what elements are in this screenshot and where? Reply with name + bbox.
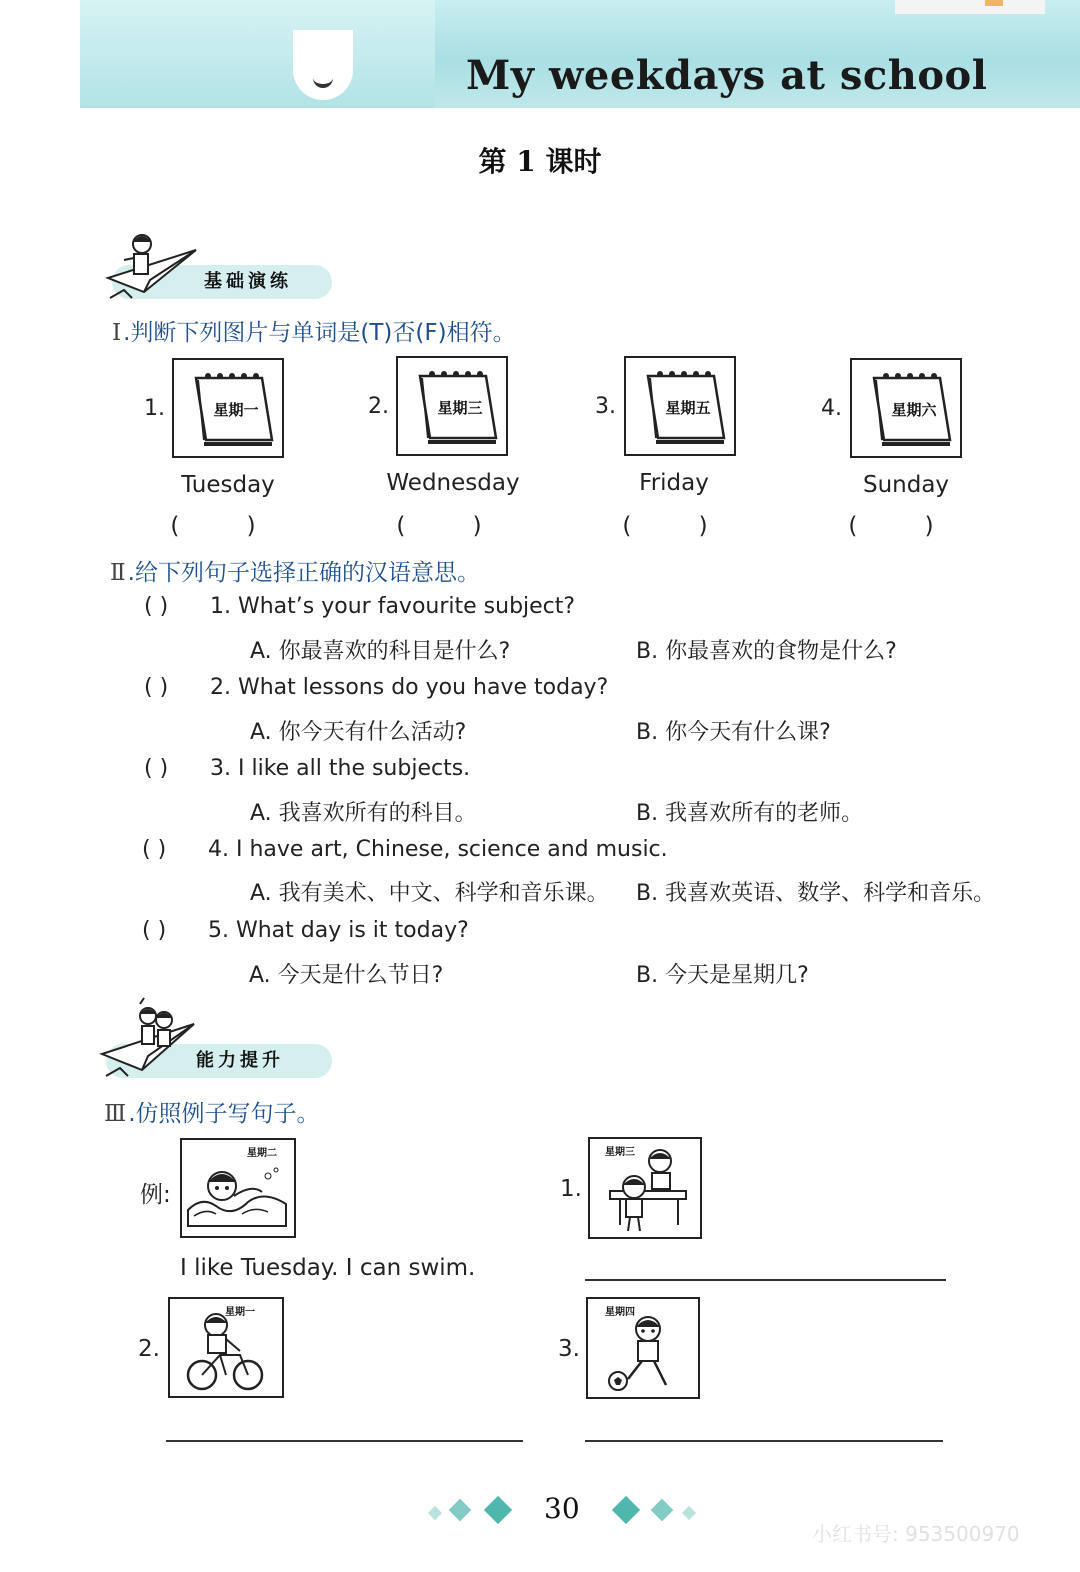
q3-number: Ⅲ xyxy=(104,1101,127,1127)
footer-diamond xyxy=(682,1506,696,1520)
footer-diamond xyxy=(449,1499,472,1522)
example-label: 例: xyxy=(140,1182,171,1208)
q2-sentence: 2. What lessons do you have today? xyxy=(210,675,609,700)
calendar-icon xyxy=(852,360,960,456)
answer-paren: ( ) xyxy=(144,594,169,619)
section-badge-label: 基础演练 xyxy=(204,271,292,292)
q3-heading xyxy=(104,1095,320,1128)
q1-picture-frame xyxy=(172,358,284,458)
footer-diamond xyxy=(612,1496,640,1524)
q1-item-number: 4. xyxy=(821,396,842,421)
answer-line[interactable] xyxy=(585,1279,946,1281)
q3-item-number: 1. xyxy=(560,1176,582,1202)
q2-option-b: B. 我喜欢所有的老师。 xyxy=(636,801,864,826)
calendar-day-label: 星期六 xyxy=(891,401,937,419)
q2-option-a: A. 我喜欢所有的科目。 xyxy=(250,801,477,826)
answer-paren: ( ) xyxy=(170,513,286,539)
q2-option-a: A. 你最喜欢的科目是什么? xyxy=(250,639,511,664)
answer-paren: ( ) xyxy=(396,513,512,539)
q1-picture-frame xyxy=(396,356,508,456)
calendar-icon xyxy=(398,358,506,454)
answer-paren: ( ) xyxy=(142,837,167,862)
q1-item-number: 3. xyxy=(595,394,616,419)
answer-line[interactable] xyxy=(585,1440,943,1442)
q1-instruction: .判断下列图片与单词是(T)否(F)相符。 xyxy=(123,320,516,346)
q3-picture xyxy=(168,1297,284,1398)
section-badge-label: 能力提升 xyxy=(196,1050,284,1071)
answer-line[interactable] xyxy=(166,1440,523,1442)
q2-heading xyxy=(110,554,480,587)
picture-day-label: 星期三 xyxy=(605,1147,635,1158)
paper-plane-kids-icon xyxy=(98,996,208,1086)
q2-option-b: B. 我喜欢英语、数学、科学和音乐。 xyxy=(636,881,996,906)
q2-option-a: A. 你今天有什么活动? xyxy=(250,720,467,745)
picture-day-label: 星期一 xyxy=(225,1307,255,1318)
q1-word: Sunday xyxy=(862,472,950,498)
header-band-left xyxy=(80,0,435,108)
calendar-day-label: 星期五 xyxy=(665,399,711,417)
q3-picture xyxy=(586,1297,700,1399)
footer-diamond xyxy=(651,1499,674,1522)
paper-plane-girl-icon xyxy=(104,228,214,318)
answer-paren: ( ) xyxy=(622,513,738,539)
calendar-day-label: 星期三 xyxy=(437,399,483,417)
football-icon xyxy=(588,1299,698,1397)
answer-paren: ( ) xyxy=(144,756,169,781)
q1-heading xyxy=(112,314,516,347)
header-corner-accent xyxy=(985,0,1003,6)
q2-sentence: 1. What’s your favourite subject? xyxy=(210,594,576,619)
q1-word: Wednesday xyxy=(386,470,520,496)
lesson-title: 第 1 课时 xyxy=(478,145,602,178)
example-picture xyxy=(180,1138,296,1238)
answer-paren: ( ) xyxy=(142,918,167,943)
q2-number: Ⅱ xyxy=(110,560,126,586)
watermark: 小红书号: 953500970 xyxy=(812,1522,1020,1546)
calendar-icon xyxy=(174,360,282,456)
calendar-day-label: 星期一 xyxy=(213,401,259,419)
ping-pong-icon xyxy=(590,1139,700,1237)
page-number: 30 xyxy=(544,1492,580,1525)
q2-sentence: 4. I have art, Chinese, science and music. xyxy=(208,837,668,862)
calendar-icon xyxy=(626,358,734,454)
q2-instruction: .给下列句子选择正确的汉语意思。 xyxy=(127,560,480,586)
picture-day-label: 星期二 xyxy=(247,1148,277,1159)
q1-word: Tuesday xyxy=(181,472,275,498)
q3-item-number: 3. xyxy=(558,1336,580,1362)
answer-paren: ( ) xyxy=(144,675,169,700)
q1-picture-frame xyxy=(624,356,736,456)
q3-item-number: 2. xyxy=(138,1336,160,1362)
swimming-boy-icon xyxy=(182,1140,294,1236)
q1-picture-frame xyxy=(850,358,962,458)
q2-option-b: B. 你今天有什么课? xyxy=(636,720,831,745)
q3-picture xyxy=(588,1137,702,1239)
q1-word: Friday xyxy=(639,470,709,496)
answer-paren: ( ) xyxy=(848,513,964,539)
unit-badge xyxy=(293,30,353,100)
header-corner xyxy=(895,0,1045,14)
q1-item-number: 2. xyxy=(368,394,389,419)
q2-sentence: 3. I like all the subjects. xyxy=(210,756,471,781)
q2-sentence: 5. What day is it today? xyxy=(208,918,469,943)
q3-instruction: .仿照例子写句子。 xyxy=(128,1101,320,1127)
unit-title: My weekdays at school xyxy=(466,52,988,99)
picture-day-label: 星期四 xyxy=(605,1307,635,1318)
q2-option-b: B. 你最喜欢的食物是什么? xyxy=(636,639,897,664)
q1-item-number: 1. xyxy=(144,396,165,421)
example-sentence: I like Tuesday. I can swim. xyxy=(180,1255,476,1281)
footer-diamond xyxy=(428,1506,442,1520)
bike-riding-icon xyxy=(170,1299,282,1396)
q1-number: Ⅰ xyxy=(112,320,122,346)
q2-option-b: B. 今天是星期几? xyxy=(636,963,809,988)
q2-option-a: A. 今天是什么节日? xyxy=(249,963,444,988)
q2-option-a: A. 我有美术、中文、科学和音乐课。 xyxy=(250,881,609,906)
footer-diamond xyxy=(484,1496,512,1524)
